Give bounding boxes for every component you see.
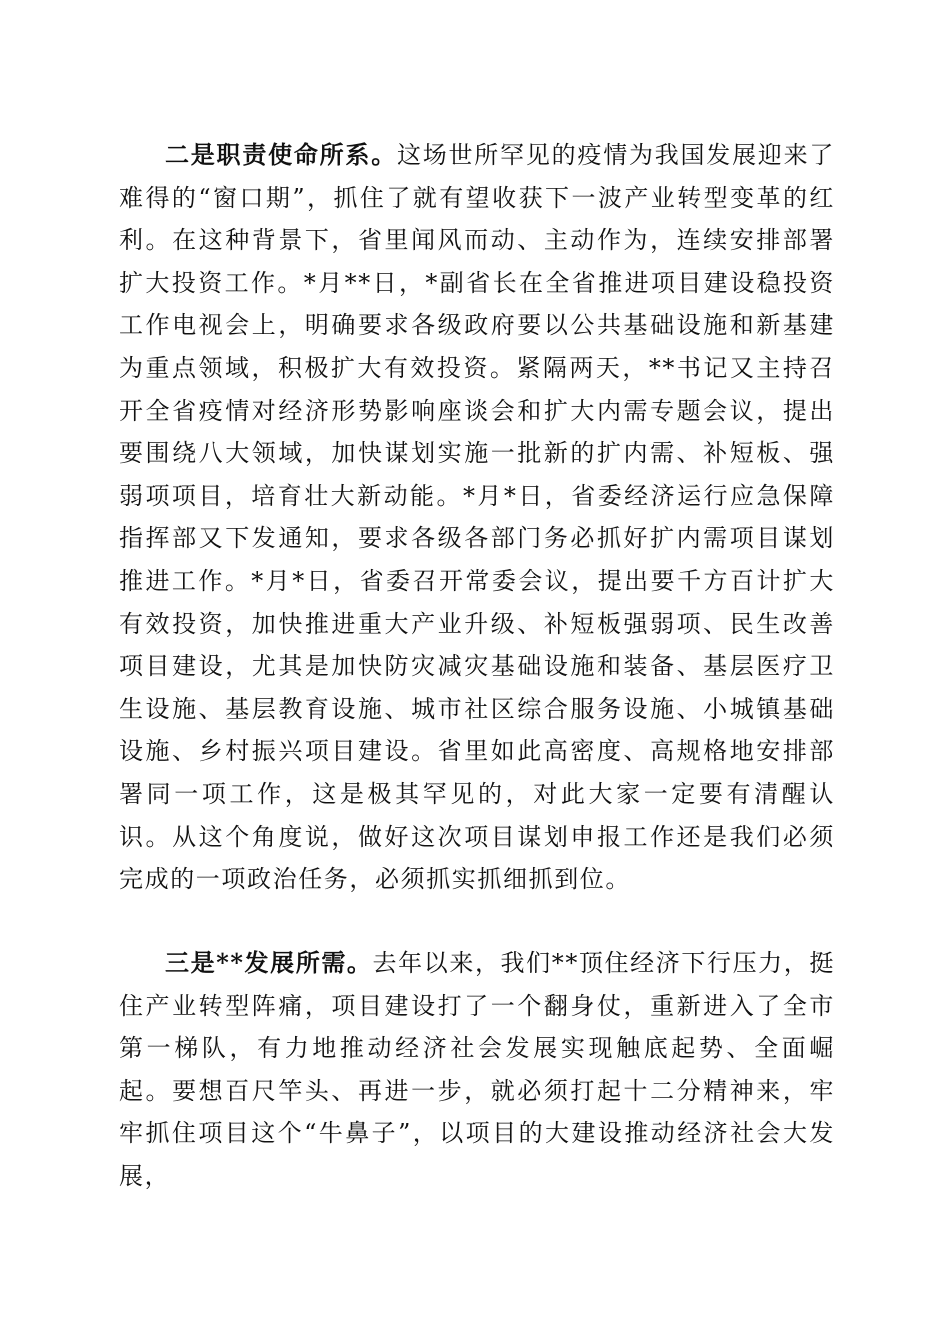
paragraph-lead: 三是**发展所需。	[165, 948, 373, 977]
paragraph-lead: 二是职责使命所系。	[165, 140, 397, 169]
paragraph-development-needs	[119, 942, 835, 1198]
paragraph-body: 去年以来，我们**顶住经济下行压力，挺住产业转型阵痛，项目建设打了一个翻身仗，重新进入了全市第一梯队，有力地推动经济社会发展实现触底起势、全面崛起。要想百尺竿头、再进一步，就必须打起十二分精神来，牢牢抓住项目这个“牛鼻子”，以项目的大建设推动经济社会大发展，	[119, 949, 835, 1190]
paragraph-duty-mission	[119, 134, 835, 901]
paragraph-body: 这场世所罕见的疫情为我国发展迎来了难得的“窗口期”，抓住了就有望收获下一波产业转型变革的红利。在这种背景下，省里闻风而动、主动作为，连续安排部署扩大投资工作。*月**日，*副省长在全省推进项目建设稳投资工作电视会上，明确要求各级政府要以公共基础设施和新基建为重点领域，积极扩大有效投资。紧隔两天，**书记又主持召开全省疫情对经济形势影响座谈会和扩大内需专题会议，提出要围绕八大领域，加快谋划实施一批新的扩内需、补短板、强弱项项目，培育壮大新动能。*月*日，省委经济运行应急保障指挥部又下发通知，要求各级各部门务必抓好扩内需项目谋划推进工作。*月*日，省委召开常委会议，提出要千方百计扩大有效投资，加快推进重大产业升级、补短板强弱项、民生改善项目建设，尤其是加快防灾减灾基础设施和装备、基层医疗卫生设施、基层教育设施、城市社区综合服务设施、小城镇基础设施、乡村振兴项目建设。省里如此高密度、高规格地安排部署同一项工作，这是极其罕见的，对此大家一定要有清醒认识。从这个角度说，做好这次项目谋划申报工作还是我们必须完成的一项政治任务，必须抓实抓细抓到位。	[119, 141, 835, 894]
